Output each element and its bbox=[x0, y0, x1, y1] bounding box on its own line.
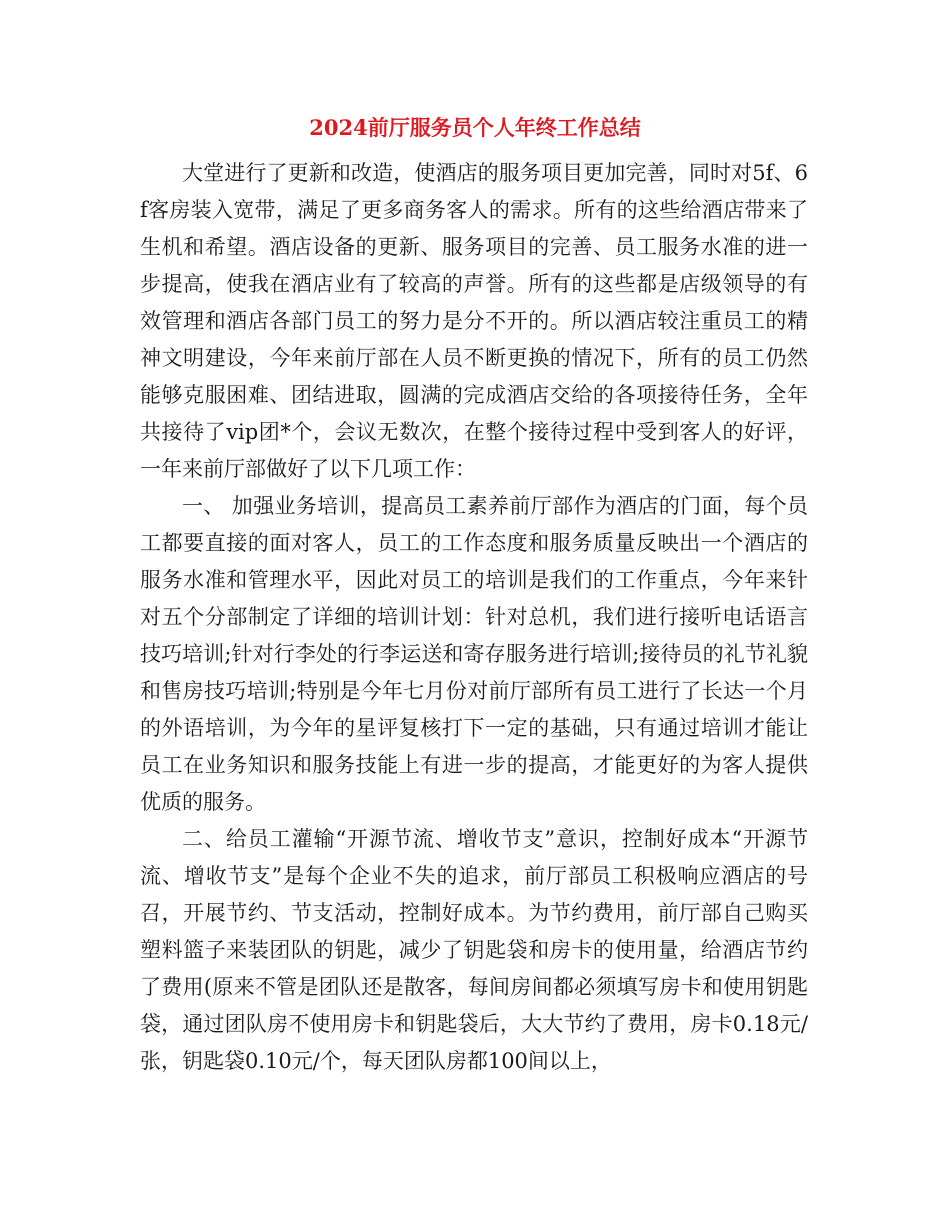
paragraph-intro: 大堂进行了更新和改造，使酒店的服务项目更加完善，同时对5f、6f客房装入宽带，满足了更多商务客人的需求。所有的这些给酒店带来了生机和希望。酒店设备的更新、服务项目的完善、员工服务水准的进一步提高，使我在酒店业有了较高的声誉。所有的这些都是店级领导的有效管理和酒店各部门员工的努力是分不开的。所以酒店较注重员工的精神文明建设，今年来前厅部在人员不断更换的情况下，所有的员工仍然能够克服困难、团结进取，圆满的完成酒店交给的各项接待任务，全年共接待了vip团*个，会议无数次，在整个接待过程中受到客人的好评，一年来前厅部做好了以下几项工作： bbox=[140, 161, 808, 481]
document-title: 2024前厅服务员个人年终工作总结 bbox=[309, 115, 641, 140]
paragraph-training: 一、 加强业务培训，提高员工素养前厅部作为酒店的门面，每个员工都要直接的面对客人，员工的工作态度和服务质量反映出一个酒店的服务水准和管理水平，因此对员工的培训是我们的工作重点，今年来针对五个分部制定了详细的培训计划：针对总机，我们进行接听电话语言技巧培训;针对行李处的行李运送和寄存服务进行培训;接待员的礼节礼貌和售房技巧培训;特别是今年七月份对前厅部所有员工进行了长达一个月的外语培训，为今年的星评复核打下一定的基础，只有通过培训才能让员工在业务知识和服务技能上有进一步的提高，才能更好的为客人提供优质的服务。 bbox=[140, 494, 808, 814]
paragraph-cost-control: 二、给员工灌输“开源节流、增收节支”意识，控制好成本“开源节流、增收节支”是每个企业不失的追求，前厅部员工积极响应酒店的号召，开展节约、节支活动，控制好成本。为节约费用，前厅部自己购买塑料篮子来装团队的钥匙，减少了钥匙袋和房卡的使用量，给酒店节约了费用(原来不管是团队还是散客，每间房间都必须填写房卡和使用钥匙袋，通过团队房不使用房卡和钥匙袋后，大大节约了费用，房卡0.18元/张，钥匙袋0.10元/个，每天团队房都100间以上， bbox=[140, 827, 808, 1073]
document-body bbox=[140, 155, 808, 1080]
